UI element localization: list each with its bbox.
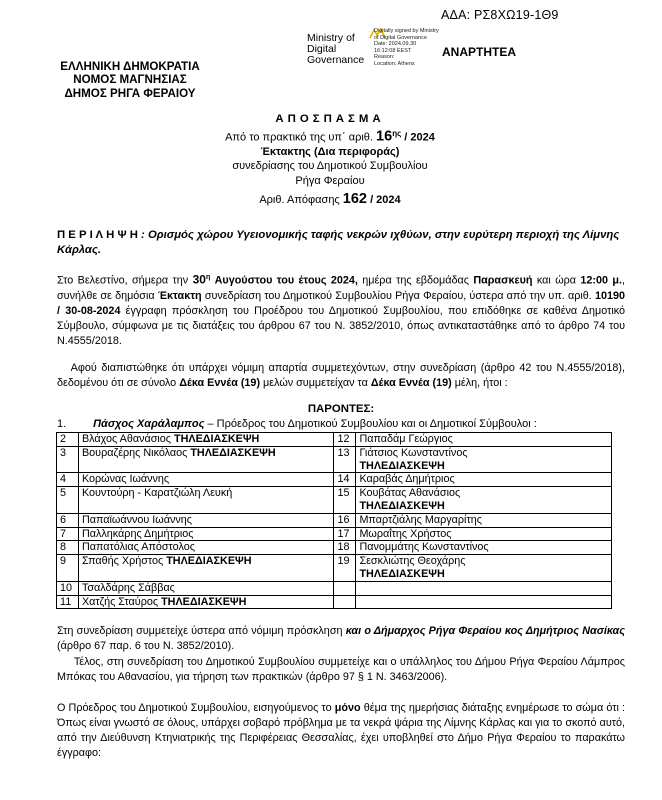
member-number: 11	[57, 595, 79, 609]
signature-line: Reason:	[374, 54, 395, 60]
member-name-cell	[356, 555, 612, 582]
member-number: 2	[57, 433, 79, 447]
attendees-heading: ΠΑΡΟΝΤΕΣ:	[307, 403, 375, 415]
text-span: θέμα της ημερήσιας διάταξης ενημέρωσε το σώμα ότι : Όπως είναι γνωστό σε όλους, υπάρχει σοβαρό πρόβλημα με τα νεκρά ψάρια της Λίμνης Κάρλας και για το σκοπό αυτό, από την Διεύθυνση Κτηνιατρικής της Περιφέρειας Θεσσαλίας, έχει υποβληθεί στο Δήμο Ρήγα Φεραίου το παρακάτω έγγραφο:	[57, 702, 626, 759]
president-role: – Πρόεδρος του Δημοτικού Συμβουλίου και οι Δημοτικοί Σύμβουλοι :	[207, 418, 537, 430]
member-row	[57, 513, 612, 527]
member-name: Παπαϊωάννου Ιωάννης	[81, 513, 192, 526]
teleconference-note: ΤΗΛΕΔΙΑΣΚΕΨΗ	[359, 499, 445, 512]
teleconference-note: ΤΗΛΕΔΙΑΣΚΕΨΗ	[173, 433, 260, 445]
text-span: ημέρα της εβδομάδας	[362, 274, 469, 287]
member-row	[57, 473, 612, 487]
session-type: Έκτακτης (Δια περιφοράς)	[260, 145, 400, 158]
issuer-line: ΕΛΛΗΝΙΚΗ ΔΗΜΟΚΡΑΤΙΑ	[60, 60, 200, 73]
praktiko-line	[130, 127, 530, 145]
member-number: 19	[334, 555, 356, 582]
issuer-line: ΔΗΜΟΣ ΡΗΓΑ ΦΕΡΑΙΟΥ	[64, 86, 196, 100]
text-span: Στη συνεδρίαση συμμετείχε ύστερα από νόμιμη πρόσκληση	[57, 625, 343, 637]
member-row	[57, 446, 612, 473]
member-name-cell	[356, 541, 612, 555]
session-line: συνεδρίασης του Δημοτικού Συμβουλίου	[232, 160, 428, 173]
member-row	[57, 555, 612, 582]
member-name-cell	[356, 581, 612, 595]
signature-line: of Digital Governance	[374, 34, 427, 41]
issuer-line: ΝΟΜΟΣ ΜΑΓΝΗΣΙΑΣ	[73, 73, 187, 87]
day-superscript: η	[205, 274, 211, 281]
member-number	[334, 595, 356, 609]
member-name-cell	[78, 487, 334, 514]
member-name: Μπαρτζιάλης Μαργαρίτης	[359, 513, 482, 526]
member-name: Τσαλδάρης Σάββας	[81, 581, 175, 594]
member-row	[57, 541, 612, 555]
member-name-cell	[356, 433, 612, 447]
teleconference-note: ΤΗΛΕΔΙΑΣΚΕΨΗ	[166, 555, 252, 568]
praktiko-superscript: ης	[392, 128, 402, 138]
session-place: Ρήγα Φεραίου	[295, 175, 365, 188]
member-name: Κουβάτας Αθανάσιος	[359, 487, 461, 500]
text-span: μέλη, ήτοι :	[454, 377, 508, 389]
member-row	[57, 433, 612, 447]
topic-paragraph	[57, 701, 625, 761]
member-row	[57, 581, 612, 595]
member-name-cell	[78, 513, 334, 527]
member-number: 16	[334, 513, 356, 527]
member-number: 18	[334, 541, 356, 555]
ada-code: ΑΔΑ: ΡΣ8ΧΩ19-1Θ9	[441, 8, 559, 22]
member-name-cell	[356, 473, 612, 487]
member-name-cell	[78, 555, 334, 582]
summary-text: : Ορισμός χώρου Υγειονομικής ταφής νεκρών ιχθύων, στην ευρύτερη περιοχή της Λίμνης Κάρλας.	[57, 229, 620, 256]
member-name-cell	[356, 446, 612, 473]
text-span: Τέλος, στη συνεδρίαση του Δημοτικού Συμβουλίου συμμετείχε και ο υπάλληλος του Δήμου Ρήγα Φεραίου Λάμπρος Μπόκας του Αθανασίου, για τήρηση των πρακτικών (άρθρο 97 § 1 Ν. 3463/2006).	[57, 656, 626, 683]
member-name: Παπατόλιας Απόστολος	[81, 541, 195, 554]
member-name-cell	[356, 527, 612, 541]
member-name: Βουραζέρης Νικόλαος	[81, 446, 188, 459]
text-span: έγγραφη πρόσκληση του Προέδρου του Δημοτικού Συμβουλίου, που επιδόθηκε σε καθένα Δημοτικό Σύμβουλο, σύμφωνα με τις διατάξεις του άρθρου 67 του Ν. 3852/2010, όπως αντικαταστάθηκε από το άρθρο 74 του Ν.4555/2018.	[57, 304, 625, 347]
member-name: Σπαθής Χρήστος	[81, 555, 164, 568]
member-name: Πανομμάτης Κωνσταντίνος	[359, 541, 489, 554]
member-number: 14	[334, 473, 356, 487]
session-date: Αυγούστου του έτους 2024,	[214, 274, 358, 287]
member-name-cell	[78, 446, 334, 473]
session-paragraph	[57, 270, 625, 349]
praktiko-year: / 2024	[404, 131, 435, 144]
teleconference-note: ΤΗΛΕΔΙΑΣΚΕΨΗ	[161, 595, 247, 608]
member-number: 9	[57, 555, 79, 582]
document-title-block	[130, 112, 530, 207]
member-name-cell	[356, 595, 612, 609]
decision-year: / 2024	[370, 193, 401, 206]
signature-line: Digitally signed by Ministry	[374, 28, 439, 34]
member-number: 3	[57, 446, 79, 473]
member-name-cell	[78, 527, 334, 541]
session-time: 12:00 μ.	[580, 274, 623, 287]
member-name-cell	[356, 513, 612, 527]
clerk-paragraph	[57, 655, 625, 685]
teleconference-note: ΤΗΛΕΔΙΑΣΚΕΨΗ	[359, 567, 445, 580]
member-number: 4	[57, 473, 79, 487]
member-name: Μωραΐτης Χρήστος	[359, 527, 452, 540]
ministry-line: Ministry of	[307, 32, 355, 44]
member-name-cell	[78, 473, 334, 487]
member-name-cell	[356, 487, 612, 514]
text-span: και ώρα	[536, 274, 577, 287]
member-number: 6	[57, 513, 79, 527]
member-number: 15	[334, 487, 356, 514]
member-name: Κουντούρη - Καρατζιώλη Λευκή	[81, 487, 233, 500]
signature-line: 16:12:08 EEST	[374, 47, 412, 54]
day-number: 30	[192, 272, 206, 287]
member-row	[57, 595, 612, 609]
decision-number: 162	[342, 190, 367, 207]
text-span: μελών συμμετείχαν τα	[263, 377, 368, 389]
signature-line: Date: 2024.09.30	[374, 41, 417, 47]
mayor-paragraph	[57, 624, 625, 654]
member-name-cell	[78, 541, 334, 555]
praktiko-prefix: Από το πρακτικό της υπ΄ αριθ.	[225, 131, 373, 144]
president-number: 1.	[57, 418, 67, 430]
member-name: Κορώνας Ιωάννης	[81, 473, 170, 486]
member-name: Σεσκλιώτης Θεοχάρης	[359, 555, 466, 568]
summary-paragraph	[57, 228, 627, 258]
decision-prefix: Αριθ. Απόφασης	[259, 193, 340, 206]
member-name: Βλάχος Αθανάσιος	[81, 433, 171, 445]
text-span: συνεδρίαση του Δημοτικού Συμβουλίου Ρήγα Φεραίου, ύστερα από την υπ. αριθ.	[204, 289, 592, 302]
member-number: 5	[57, 487, 79, 514]
member-number: 17	[334, 527, 356, 541]
member-name: Παλληκάρης Δημήτριος	[81, 527, 194, 540]
apospasma-title: ΑΠΟΣΠΑΣΜΑ	[275, 113, 385, 125]
president-name: Πάσχος Χαράλαμπος	[93, 418, 205, 430]
quorum-paragraph	[57, 361, 625, 391]
decision-line	[130, 192, 530, 208]
emphasis-word: μόνο	[334, 702, 361, 714]
session-kind: Έκτακτη	[157, 289, 202, 302]
member-number: 12	[334, 433, 356, 447]
teleconference-note: ΤΗΛΕΔΙΑΣΚΕΨΗ	[359, 459, 445, 472]
member-name-cell	[78, 433, 334, 447]
signature-line: Location: Athens	[374, 60, 415, 67]
ministry-label	[307, 33, 364, 66]
member-name: Καραβάς Δημήτριος	[359, 473, 455, 486]
summary-label: Π Ε Ρ Ι Λ Η Ψ Η	[57, 229, 138, 241]
issuer-block	[55, 60, 205, 100]
member-number	[334, 581, 356, 595]
members-table	[56, 432, 612, 609]
member-name-cell	[78, 595, 334, 609]
text-span: , συνήλθε σε δημόσια	[57, 274, 626, 302]
text-span: Αφού διαπιστώθηκε ότι υπάρχει νόμιμη απαρτία συμμετεχόντων, στην συνεδρίαση (άρθρο 42 του Ν.4555/2018), δεδομένου ότι σε σύνολο	[57, 362, 625, 389]
ministry-line: Digital	[307, 43, 337, 55]
teleconference-note: ΤΗΛΕΔΙΑΣΚΕΨΗ	[190, 446, 276, 459]
member-row	[57, 487, 612, 514]
member-number: 13	[334, 446, 356, 473]
total-members: Δέκα Εννέα (19)	[179, 377, 261, 389]
text-span: Στο Βελεστίνο, σήμερα την	[57, 274, 189, 287]
ministry-line: Governance	[307, 54, 365, 66]
mayor-name: και ο Δήμαρχος Ρήγα Φεραίου κος Δημήτριος Νασίκας	[345, 625, 626, 637]
member-name-cell	[78, 581, 334, 595]
invitation-reference: 10190 / 30-08-2024	[57, 289, 625, 317]
member-number: 8	[57, 541, 79, 555]
member-row	[57, 527, 612, 541]
member-name: Παπαδάμ Γεώργιος	[359, 433, 453, 445]
president-line	[57, 418, 637, 430]
anartitea-label: ΑΝΑΡΤΗΤΕΑ	[442, 45, 516, 59]
session-weekday: Παρασκευή	[473, 274, 533, 287]
member-number: 10	[57, 581, 79, 595]
text-span: (άρθρο 67 παρ. 6 του Ν. 3852/2010).	[57, 640, 235, 652]
present-members: Δέκα Εννέα (19)	[370, 377, 452, 389]
member-name: Χατζής Σταύρος	[81, 595, 159, 608]
member-name: Γιάτσιος Κωνσταντίνος	[359, 446, 468, 459]
praktiko-number: 16	[376, 128, 393, 145]
text-span: Ο Πρόεδρος του Δημοτικού Συμβουλίου, εισηγούμενος το	[57, 702, 332, 714]
member-number: 7	[57, 527, 79, 541]
